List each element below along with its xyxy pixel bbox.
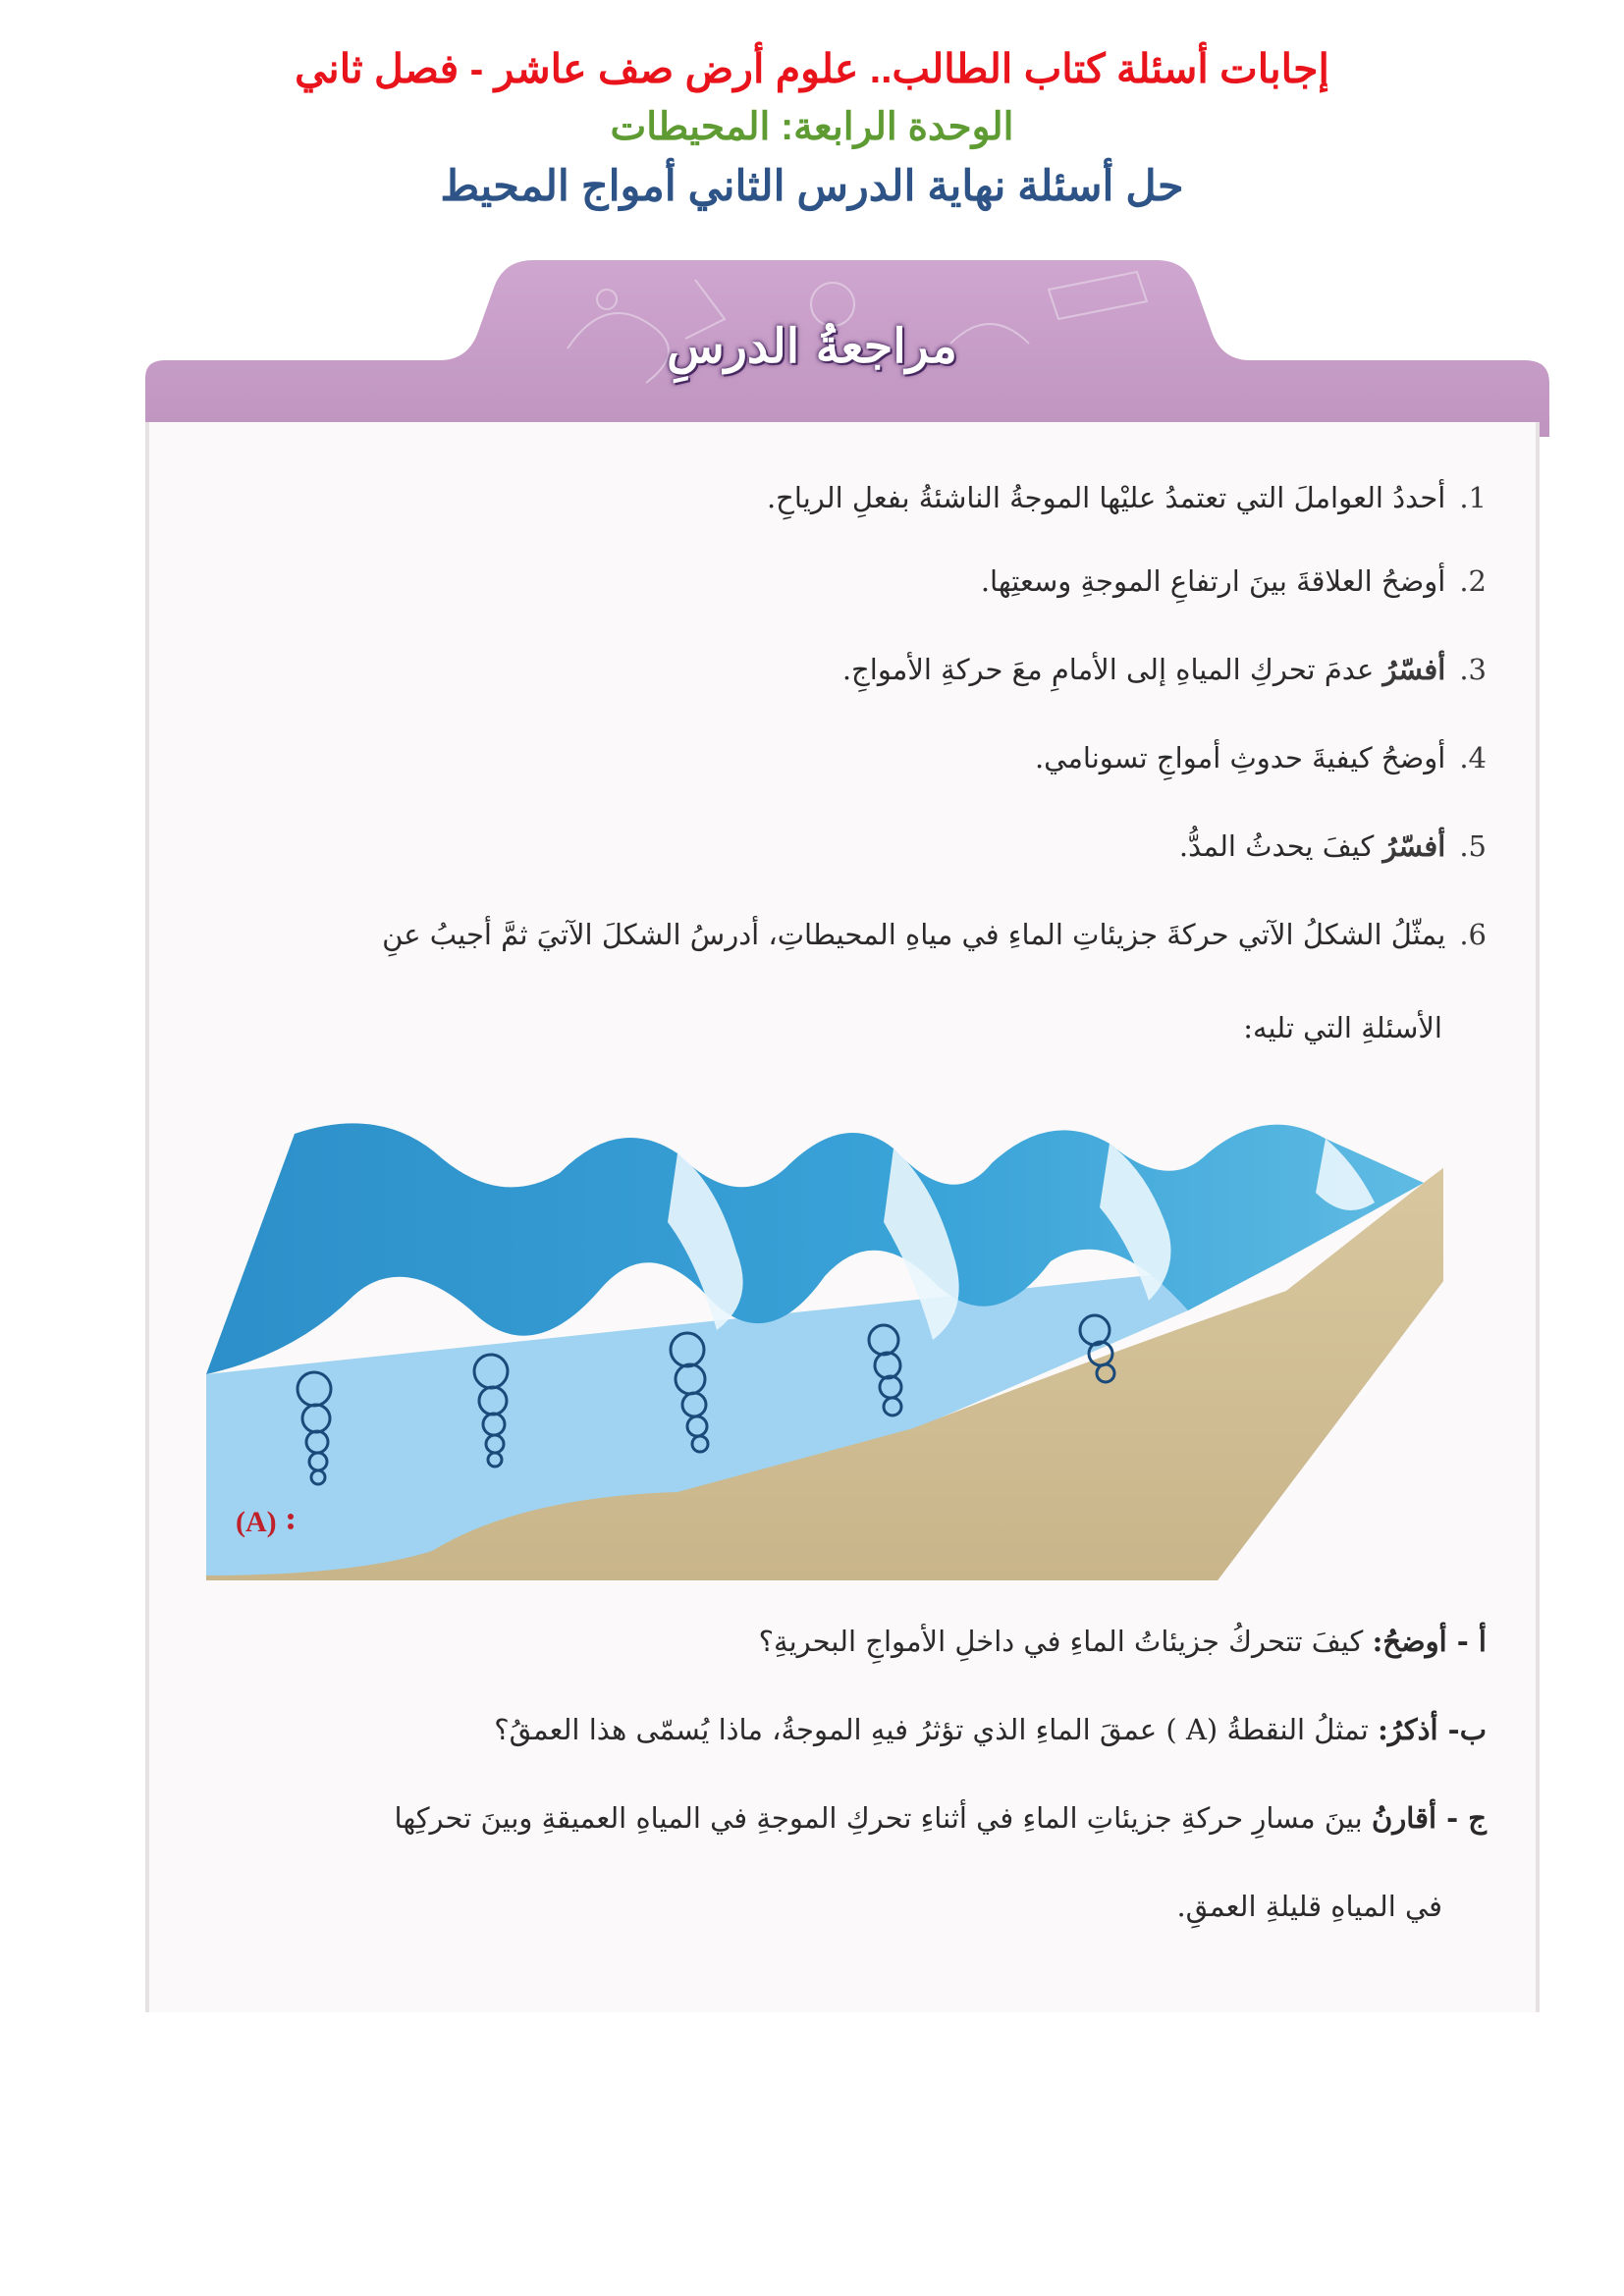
question-number: 3. <box>1459 653 1487 686</box>
unit-title: الوحدة الرابعة: المحيطات <box>610 106 1014 148</box>
subquestion-c: ج - أقارنُ بينَ مسارِ حركةِ جزيئاتِ الماءِ في أثناءِ تحركِ الموجةِ في المياهِ العميقةِ وبينَ تحركِها <box>394 1801 1487 1835</box>
header-title: إجابات أسئلة كتاب الطالب.. علوم أرض صف عاشر - فصل ثاني <box>295 46 1329 91</box>
question-text: أحددُ العواملَ التي تعتمدُ عليْها الموجةُ الناشئةُ بفعلِ الرياحِ. <box>766 481 1446 514</box>
question-text: أوضحُ العلاقةَ بينَ ارتفاعِ الموجةِ وسعتِها. <box>980 564 1446 598</box>
point-a-label: (A) <box>236 1506 277 1538</box>
question-number: 5. <box>1459 829 1487 863</box>
question-3: 3.أفسّرُ عدمَ تحركِ المياهِ إلى الأمامِ معَ حركةِ الأمواجِ. <box>841 653 1487 686</box>
question-number: 4. <box>1459 741 1487 774</box>
question-1 <box>767 481 1487 514</box>
question-number: 2. <box>1459 564 1487 598</box>
question-text: كيفَ يحدثُ المدُّ. <box>1178 829 1383 863</box>
question-text: يمثّلُ الشكلُ الآتي حركةَ جزيئاتِ الماءِ في مياهِ المحيطاتِ، أدرسُ الشكلَ الآتيَ ثمَّ أجيبُ عنِ <box>382 918 1446 951</box>
question-4 <box>1035 741 1487 774</box>
subquestion-a: أ - أوضحُ: كيفَ تتحركُ جزيئاتُ الماءِ في داخلِ الأمواجِ البحريةِ؟ <box>758 1625 1487 1658</box>
question-2 <box>981 564 1487 598</box>
question-5: 5.أفسّرُ كيفَ يحدثُ المدُّ. <box>1178 829 1487 863</box>
question-text: عدمَ تحركِ المياهِ إلى الأمامِ معَ حركةِ الأمواجِ. <box>841 653 1383 686</box>
question-text: أوضحُ كيفيةَ حدوثِ أمواجِ تسونامي. <box>1034 741 1446 774</box>
subquestion-b: ب- أذكرُ: تمثلُ النقطةُ (A ) عمقَ الماءِ الذي تؤثرُ فيهِ الموجةُ، ماذا يُسمّى هذا العمقُ؟ <box>494 1713 1487 1746</box>
question-number: 1. <box>1459 481 1487 514</box>
question-text: الأسئلةِ التي تليه: <box>1243 1011 1442 1044</box>
question-number: 6. <box>1459 918 1487 951</box>
subquestion-c-continued: في المياهِ قليلةِ العمقِ. <box>1176 1890 1442 1923</box>
page-header <box>0 39 1624 216</box>
wave-motion-diagram <box>206 1114 1443 1580</box>
question-6-continued <box>1243 1011 1442 1044</box>
point-a-marker <box>288 1514 294 1520</box>
lesson-title: حل أسئلة نهاية الدرس الثاني أمواج المحيط <box>440 163 1184 210</box>
review-title: مراجعةُ الدرسِ <box>667 319 957 374</box>
question-6 <box>382 918 1487 951</box>
